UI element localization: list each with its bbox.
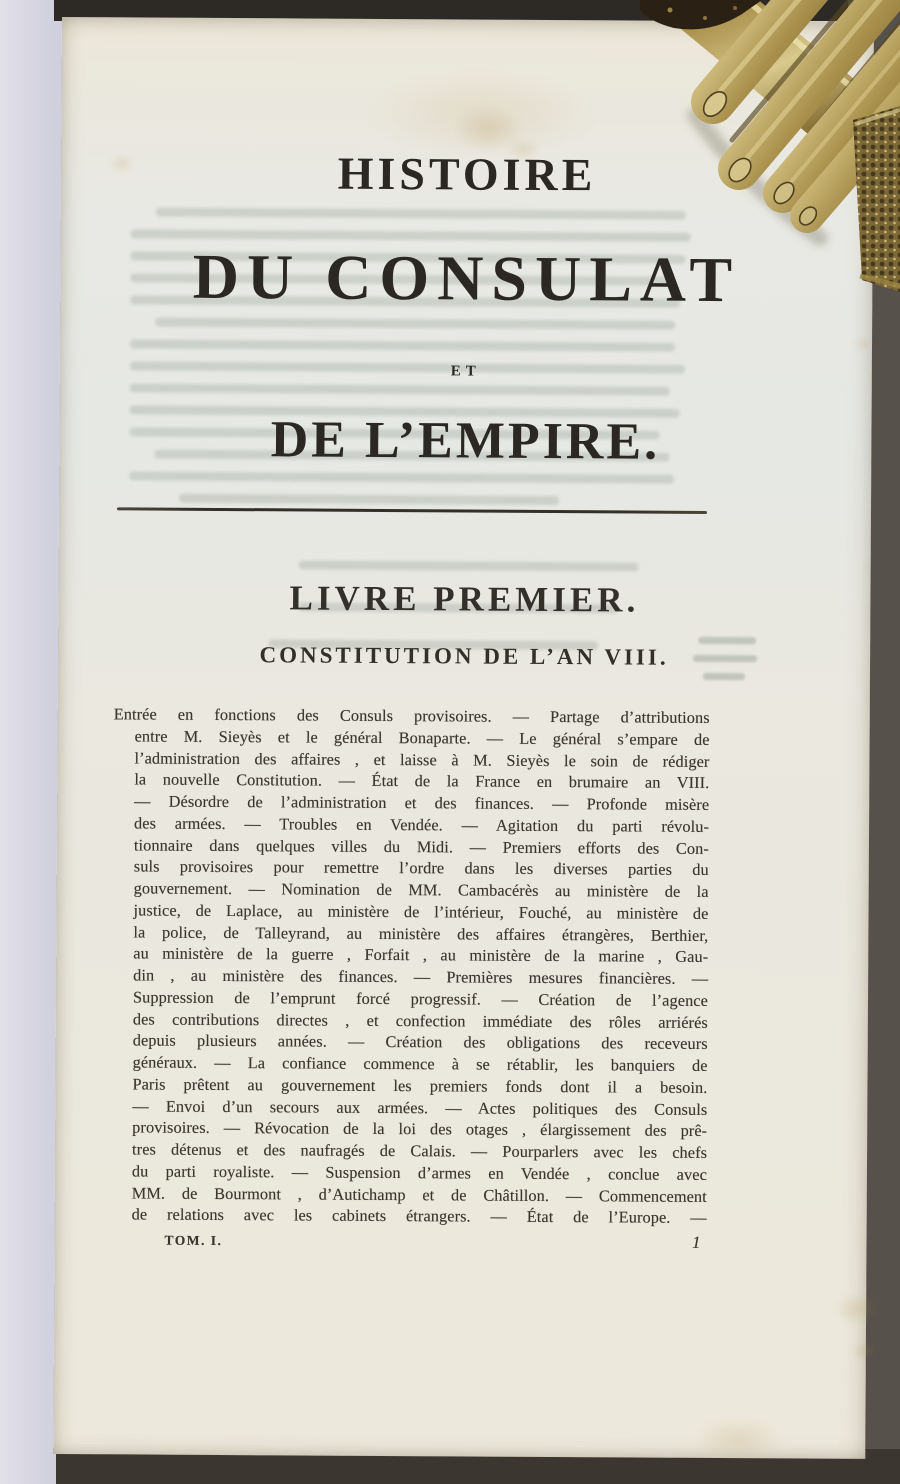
page-title-line2: DU CONSULAT xyxy=(192,240,741,316)
summary-line: justice, de Laplace, au ministère de l’intérieur, Fouché, au ministère de xyxy=(133,900,709,923)
summary-line: au ministère de la guerre , Forfait , au ministère de la marine , Gau- xyxy=(133,943,709,967)
volume-label: TOM. I. xyxy=(164,1232,223,1249)
bleed-through-line xyxy=(130,383,670,395)
foxing-stain xyxy=(834,1294,878,1324)
foxing-stain xyxy=(693,1417,783,1462)
bleed-through-line xyxy=(179,494,559,505)
page-number: 1 xyxy=(691,1232,701,1252)
summary-line: généraux. — La confiance commence à se rétablir, les banquiers de xyxy=(132,1052,708,1075)
chapter-heading: CONSTITUTION DE L’AN VIII. xyxy=(259,642,669,670)
summary-line: depuis plusieurs années. — Création des obligations des receveurs xyxy=(132,1030,708,1054)
summary-line: du parti royaliste. — Suspension d’armes en Vendée , conclue avec xyxy=(131,1161,708,1184)
summary-line: tionnaire dans quelques villes du Midi. — Premiers efforts des Con- xyxy=(133,834,709,858)
book-heading: LIVRE PREMIER. xyxy=(289,578,640,620)
bleed-through-margin-note xyxy=(698,637,756,644)
foxing-stain xyxy=(855,337,871,351)
bleed-through-line xyxy=(299,560,639,571)
bleed-through-line xyxy=(155,318,675,330)
page-title-line3: DE L’EMPIRE. xyxy=(270,411,661,471)
summary-line: — Envoi d’un secours aux armées. — Actes politiques des Consuls xyxy=(132,1095,708,1119)
summary-line: l’administration des affaires , et laisse à M. Sieyès le soin de rédiger xyxy=(134,747,710,771)
chapter-summary xyxy=(111,703,710,1229)
summary-line: provisoires. — Révocation de la loi des otages , élargissement des prê- xyxy=(132,1117,708,1141)
summary-line: des contributions directes , et confection immédiate des rôles arriérés xyxy=(132,1008,708,1032)
summary-line: des armées. — Troubles en Vendée. — Agitation du parti révolu- xyxy=(134,813,710,836)
summary-line: Entrée en fonctions des Consuls provisoires. — Partage d’attributions xyxy=(113,704,710,727)
divider-rule xyxy=(117,507,707,514)
table-surface xyxy=(0,0,62,1484)
summary-line: — Désordre de l’administration et des finances. — Profonde misère xyxy=(134,791,710,814)
summary-line: la nouvelle Constitution. — État de la France en brumaire an VIII. xyxy=(134,769,710,793)
page-title-line1: HISTOIRE xyxy=(337,147,597,201)
page-title-connector: ET xyxy=(450,363,481,380)
brass-hand-paperweight xyxy=(600,0,900,300)
summary-line: tres détenus et des naufragés de Calais. — Pourparlers avec les chefs xyxy=(132,1139,708,1162)
page-footer xyxy=(110,1229,706,1253)
summary-line: entre M. Sieyès et le général Bonaparte. — Le général s’empare de xyxy=(134,726,710,749)
summary-line: MM. de Bourmont , d’Autichamp et de Châtillon. — Commencement xyxy=(131,1182,707,1206)
summary-line: suls provisoires pour remettre l’ordre dans les diverses parties du xyxy=(133,856,709,880)
summary-line: de relations avec les cabinets étrangers. — État de l’Europe. — xyxy=(131,1204,707,1228)
summary-line: Suppression de l’emprunt forcé progressif. — Création de l’agence xyxy=(132,987,709,1010)
summary-line: din , au ministère des finances. — Premières mesures financières. — xyxy=(133,965,709,988)
bleed-through-line xyxy=(130,339,675,351)
summary-line: Paris prêtent au gouvernement les premiers fonds dont il a besoin. xyxy=(132,1074,708,1097)
brass-cuff xyxy=(853,106,900,292)
bleed-through-line xyxy=(129,471,674,483)
summary-line: gouvernement. — Nomination de MM. Cambacérès au ministère de la xyxy=(133,878,709,901)
bleed-through-margin-note xyxy=(703,673,745,680)
summary-line: la police, de Talleyrand, au ministère des affaires étrangères, Berthier, xyxy=(133,921,709,945)
foxing-stain xyxy=(852,1342,876,1360)
